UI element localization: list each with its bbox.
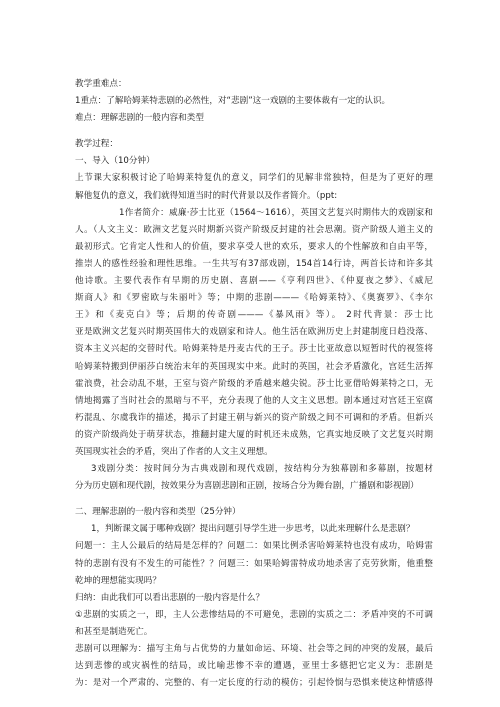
paragraph-line: 1作者简介：威廉·莎士比亚（1564～1616），英国文艺复兴时期伟大的戏剧家和	[119, 207, 433, 218]
lesson-plan-text	[75, 76, 433, 692]
paragraph-line: 英国现实社会的矛盾，突出了作者的人文主义理想。	[75, 446, 273, 457]
paragraph-line: 问题一：主人公最后的结局是怎样的？问题二：如果比例杀害哈姆莱特也没有成功，哈姆雷	[75, 541, 433, 552]
paragraph-line: 推崇人的感性经验和理性思维。一生共写有37部戏剧，154首14行诗，两首长诗和许多其	[75, 258, 433, 269]
paragraph-line: 人。（人文主义：欧洲文艺复兴时期新兴资产阶级反封建的社会思潮。资产阶级人道主义的	[75, 224, 433, 235]
paragraph-line: 他诗歌。主要代表作有早期的历史剧、喜剧——《亨利四世》、《仲夏夜之梦》、《威尼	[75, 276, 433, 287]
paragraph-line: 为：是对一个严肃的、完整的、有一定长度的行动的模仿；引起怜悯与恐惧来使这种情感得	[75, 678, 433, 689]
paragraph-line: 王》和《麦克白》等；后期的传奇剧———《暴风雨》等）。 2时代背景：莎士比	[75, 310, 433, 321]
paragraph-line: 哈姆莱特搬到伊丽莎白统治末年的英国现实中来。此时的英国，社会矛盾激化，宫廷生活挥	[75, 361, 433, 372]
section-title: 一、导入（10分钟）	[75, 156, 155, 167]
paragraph-line: 3戏剧分类：按时间分为古典戏剧和现代戏剧，按结构分为独幕剧和多幕剧，按题材	[91, 464, 433, 475]
header-line: 1重点：了解哈姆莱特悲剧的必然性，对“悲剧”这一戏剧的主要体裁有一定的认识。	[75, 96, 391, 107]
paragraph-line: 资本主义兴起的交替时代。哈姆莱特是丹麦古代的王子。莎士比亚故意以短暂时代的视签将	[75, 344, 433, 355]
header-line: 教学重难点：	[75, 79, 127, 89]
paragraph-line: 解他复仇的意义，我们就得知道当时的时代背景以及作者简介。（ppt:	[75, 190, 338, 201]
paragraph-line: 斯商人》和《罗密欧与朱丽叶》等；中期的悲剧———《哈姆莱特》、《奥赛罗》、《李尔	[75, 293, 433, 304]
section-title: 二、理解悲剧的一般内容和类型（25分钟）	[75, 507, 241, 518]
paragraph-line: 的资产阶级尚处于萌芽状态，推翻封建大厦的时机还未成熟，它真实地反映了文艺复兴时期	[75, 429, 433, 440]
process-title: 教学过程：	[75, 139, 118, 150]
paragraph-line: 朽混乱、尔虞我诈的描述，揭示了封建王朝与新兴的资产阶级之间不可调和的矛盾。但新兴	[75, 412, 433, 423]
paragraph-line: ①悲剧的实质之一，即，主人公悲惨结局的不可避免，悲剧的实质之二：矛盾冲突的不可调	[75, 609, 433, 620]
paragraph-line: 乾坤的理想能实现吗？	[75, 575, 161, 586]
paragraph-line: 和甚至是制造死亡。	[75, 626, 153, 637]
paragraph-line: 情地揭露了当时社会的黑暗与不平，充分表现了他的人文主义思想。剧本通过对宫廷王室腐	[75, 395, 433, 406]
paragraph-line: 亚是欧洲文艺复兴时期英国伟大的戏剧家和诗人。他生活在欧洲历史上封建制度日趋没落、	[75, 327, 433, 338]
paragraph-line: 1，判断课文属于哪种戏剧？提出问题引导学生进一步思考，以此来理解什么是悲剧？	[91, 524, 415, 535]
paragraph-line: 达到悲惨的或灾祸性的结局，或比喻悲惨不幸的遭遇，亚里士多德把它定义为：悲剧是	[75, 661, 433, 672]
header-line: 难点：理解悲剧的一般内容和类型	[75, 113, 204, 124]
summary-title: 归纳：由此我们可以看出悲剧的一般内容是什么？	[75, 592, 265, 603]
paragraph-line: 霍浪费，社会动乱不堪，王室与资产阶级的矛盾越来越尖锐。莎士比亚借哈姆莱特之口，无	[75, 378, 433, 389]
paragraph-line: 最初形式。它肯定人性和人的价值，要求享受人世的欢乐，要求人的个性解放和自由平等，	[75, 241, 433, 252]
paragraph-line: 悲剧可以理解为：描写主角与占优势的力量如命运、环境、社会等之间的冲突的发展，最后	[75, 644, 433, 654]
paragraph-line: 分为历史剧和现代剧，按效果分为喜剧悲剧和正剧，按场合分为舞台剧，广播剧和影视剧）	[75, 481, 419, 492]
paragraph-line: 上节课大家积极讨论了哈姆莱特复仇的意义，同学们的见解非常独特，但是为了更好的理	[75, 173, 433, 184]
paragraph-line: 特的悲剧有没有不发生的可能性？？问题三：如果哈姆雷特成功地杀害了克劳狄斯，他重整	[75, 558, 433, 569]
